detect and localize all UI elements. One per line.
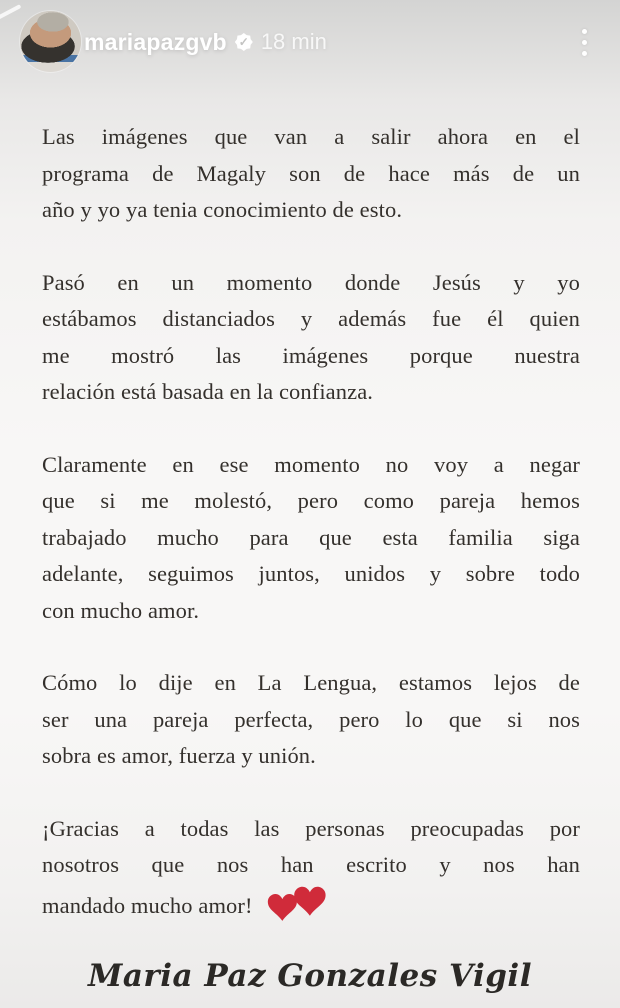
story-body	[42, 119, 580, 924]
story-line: Pasó en un momento donde Jesús y yo	[42, 269, 580, 295]
story-line: con mucho amor.	[42, 597, 200, 623]
story-line: Claramente en ese momento no voy a negar	[42, 451, 580, 477]
story-paragraph	[42, 447, 580, 630]
story-paragraph	[42, 119, 580, 229]
story-line: nosotros que nos han escrito y nos han	[42, 852, 580, 877]
story-line: relación está basada en la confianza.	[42, 379, 374, 404]
story-line: me mostró las imágenes porque nuestra	[42, 342, 580, 368]
story-line: trabajado mucho para que esta familia siga	[42, 524, 580, 550]
username[interactable]: mariapazgvb	[84, 28, 227, 55]
story-paragraph	[42, 265, 580, 411]
story-line: adelante, seguimos juntos, unidos y sobre todo	[42, 561, 580, 586]
story-line: Las imágenes que van a salir ahora en el	[42, 124, 580, 149]
story-line: programa de Magaly son de hace más de un	[42, 160, 580, 186]
story-line: año y yo ya tenia conocimiento de esto.	[42, 197, 403, 222]
signature: Maria Paz Gonzales Vigil	[88, 958, 532, 994]
story-paragraph	[42, 811, 580, 925]
story-line: mandado mucho amor!	[42, 884, 580, 925]
story-paragraph	[42, 665, 580, 775]
more-options-button[interactable]	[566, 16, 602, 68]
avatar[interactable]	[20, 11, 81, 72]
header-text-group	[84, 0, 327, 84]
story-line: sobra es amor, fuerza y unión.	[42, 743, 316, 768]
story-line: ser una pareja perfecta, pero lo que si nos	[42, 706, 580, 732]
story-line: que si me molestó, pero como pareja hemos	[42, 488, 580, 513]
kebab-dot-icon	[582, 29, 587, 34]
story-line: estábamos distanciados y además fue él quien	[42, 306, 580, 331]
kebab-dot-icon	[582, 51, 587, 56]
kebab-dot-icon	[582, 40, 587, 45]
story-timestamp: 18 min	[260, 29, 327, 54]
story-line: Cómo lo dije en La Lengua, estamos lejos de	[42, 670, 580, 695]
two-hearts-icon	[265, 884, 327, 924]
story-line: ¡Gracias a todas las personas preocupadas por	[42, 815, 580, 841]
verified-badge-icon	[235, 33, 253, 51]
story-header	[0, 0, 620, 84]
